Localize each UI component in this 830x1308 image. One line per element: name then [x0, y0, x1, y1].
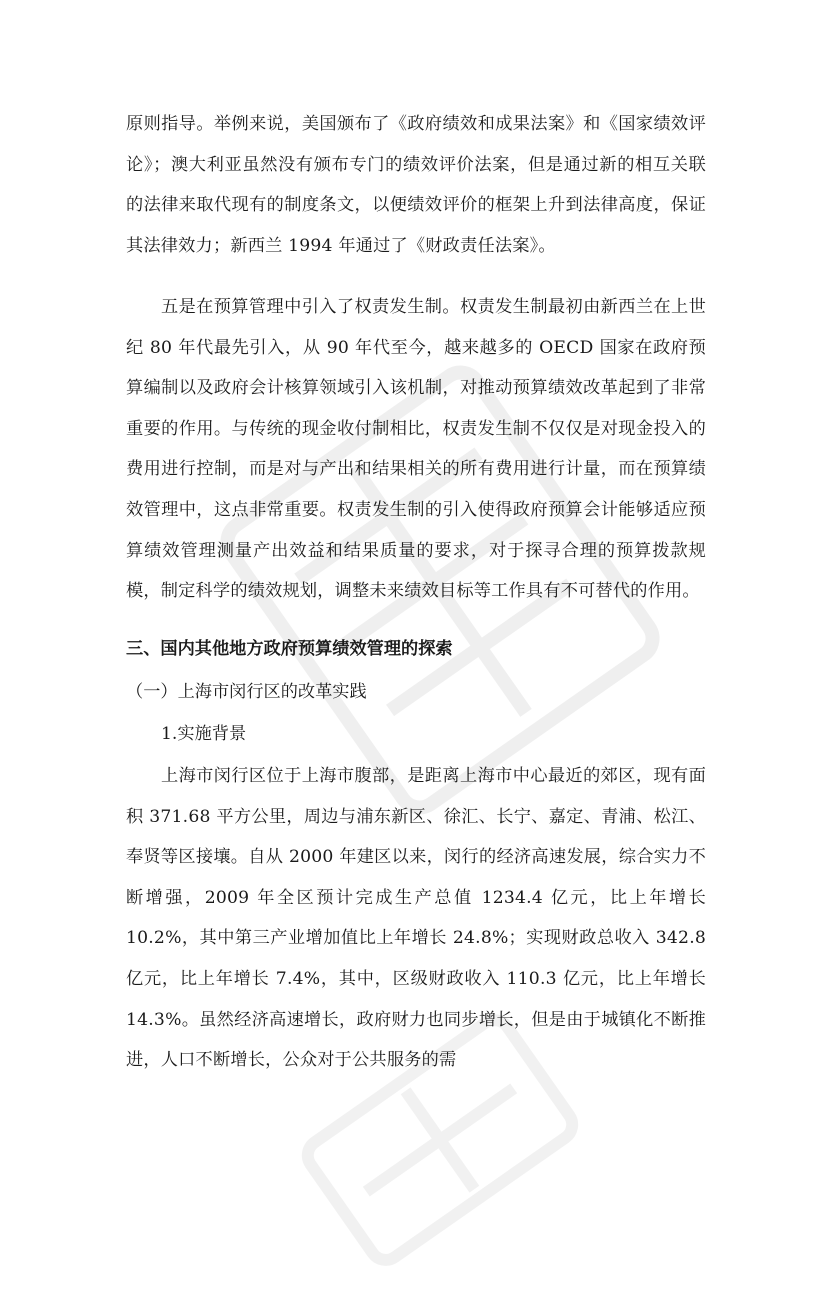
body-paragraph: 五是在预算管理中引入了权责发生制。权责发生制最初由新西兰在上世纪 80 年代最先引入，从 90 年代至今，越来越多的 OECD 国家在政府预算编制以及政府会计核算领域引入该机制，对推动预算绩效改革起到了非常重要的作用。与传统的现金收付制相比，权责发生制不仅仅是对现金投入的费用进行控制，而是对与产出和结果相关的所有费用进行计量，而在预算绩效管理中，这点非常重要。权责发生制的引入使得政府预算会计能够适应预算绩效管理测量产出效益和结果质量的要求，对于探寻合理的预算拨款规模，制定科学的绩效规划，调整未来绩效目标等工作具有不可替代的作用。	[126, 297, 706, 602]
body-paragraph: 原则指导。举例来说，美国颁布了《政府绩效和成果法案》和《国家绩效评论》；澳大利亚虽然没有颁布专门的绩效评价法案，但是通过新的相互关联的法律来取代现有的制度条文，以便绩效评价的框架上升到法律高度，保证其法律效力；新西兰 1994 年通过了《财政责任法案》。	[126, 114, 706, 256]
subsection-heading: （一）上海市闵行区的改革实践	[126, 682, 367, 702]
body-paragraph: 上海市闵行区位于上海市腹部，是距离上海市中心最近的郊区，现有面积 371.68 平方公里，周边与浦东新区、徐汇、长宁、嘉定、青浦、松江、奉贤等区接壤。自从 2000 年建区以来，闵行的经济高速发展，综合实力不断增强，2009 年全区预计完成生产总值 1234.4 亿元，比上年增长 10.2%，其中第三产业增加值比上年增长 24.8%；实现财政总收入 342.8 亿元，比上年增长 7.4%，其中，区级财政收入 110.3 亿元，比上年增长 14.3%。虽然经济高速增长，政府财力也同步增长，但是由于城镇化不断推进，人口不断增长，公众对于公共服务的需	[126, 766, 706, 1071]
section-heading: 三、国内其他地方政府预算绩效管理的探索	[126, 639, 453, 659]
item-heading: 1.实施背景	[161, 724, 247, 744]
